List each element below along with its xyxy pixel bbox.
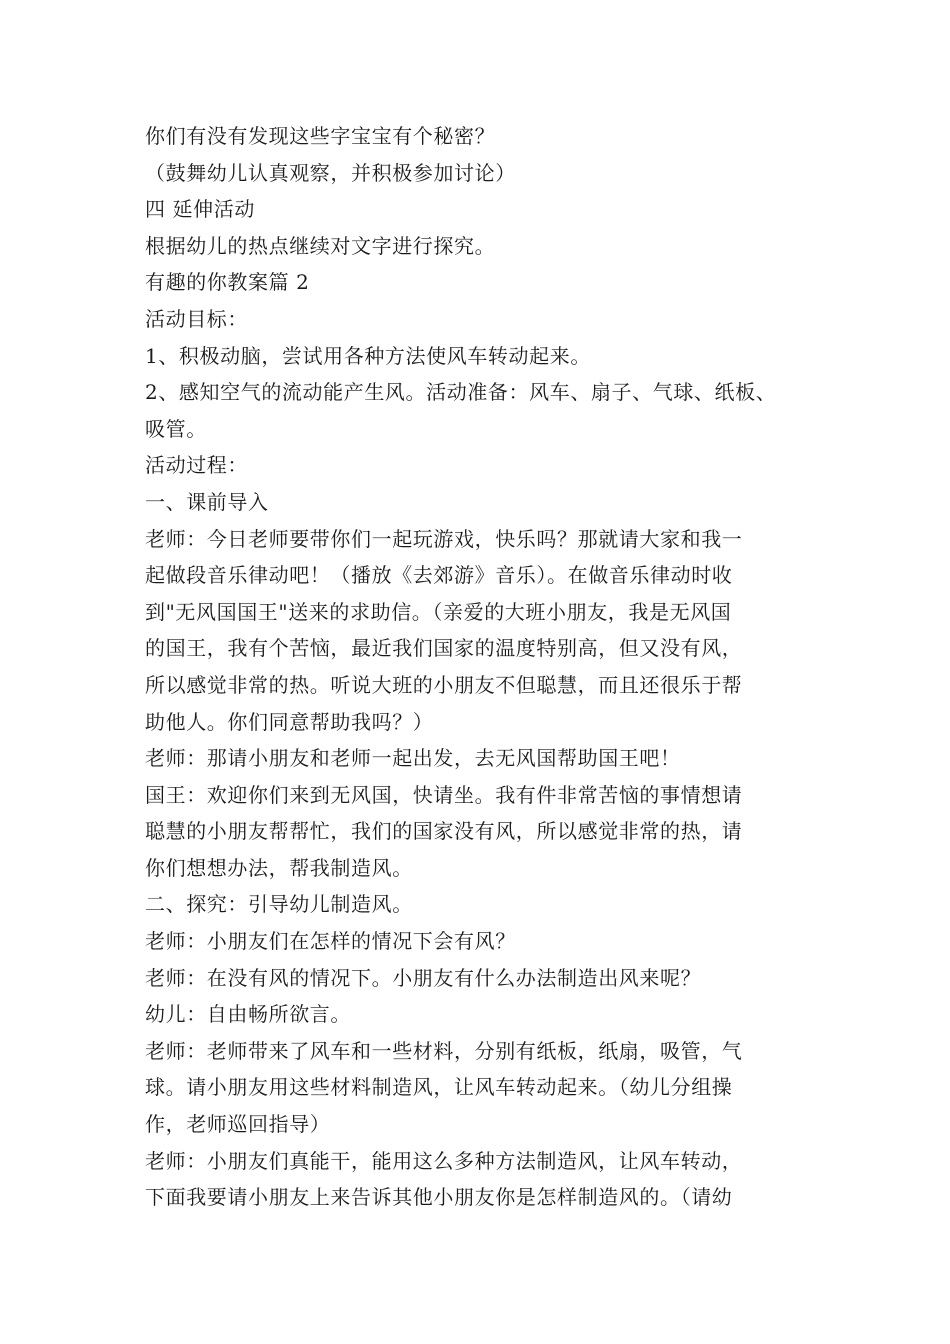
paragraph-line: 老师：那请小朋友和老师一起出发，去无风国帮助国王吧！ [145,746,681,771]
section-heading: 四 延伸活动 [145,197,255,222]
paragraph-line: （鼓舞幼儿认真观察，并积极参加讨论） [145,160,516,185]
section-heading: 活动目标： [145,306,248,331]
paragraph-line: 幼儿：自由畅所欲言。 [145,1002,351,1027]
paragraph-line: 老师：在没有风的情况下。小朋友有什么办法制造出风来呢？ [145,965,702,990]
paragraph-line: 国王：欢迎你们来到无风国，快请坐。我有件非常苦恼的事情想请 [145,782,743,807]
paragraph-line: 你们想想办法，帮我制造风。 [145,855,413,880]
paragraph-line: 所以感觉非常的热。听说大班的小朋友不但聪慧，而且还很乐于帮 [145,672,743,697]
paragraph-line: 到"无风国国王"送来的求助信。（亲爱的大班小朋友，我是无风国 [145,599,732,624]
paragraph-line: 助他人。你们同意帮助我吗？） [145,709,434,734]
paragraph-line: 老师：老师带来了风车和一些材料，分别有纸板，纸扇，吸管，气 [145,1038,743,1063]
lesson-title: 有趣的你教案篇 2 [145,270,310,295]
paragraph-line: 老师：今日老师要带你们一起玩游戏，快乐吗？那就请大家和我一 [145,526,743,551]
paragraph-line: 你们有没有发现这些字宝宝有个秘密？ [145,124,496,148]
paragraph-line: 作，老师巡回指导） [145,1112,331,1137]
paragraph-line: 下面我要请小朋友上来告诉其他小朋友你是怎样制造风的。（请幼 [145,1185,733,1210]
paragraph-line: 起做段音乐律动吧！（播放《去郊游》音乐）。在做音乐律动时收 [145,563,733,588]
paragraph-line: 的国王，我有个苦恼，最近我们国家的温度特别高，但又没有风， [145,636,743,661]
list-item: 2、感知空气的流动能产生风。活动准备：风车、扇子、气球、纸板、 [145,380,777,405]
paragraph-line: 聪慧的小朋友帮帮忙，我们的国家没有风，所以感觉非常的热，请 [145,819,743,844]
paragraph-line: 球。请小朋友用这些材料制造风，让风车转动起来。（幼儿分组操 [145,1075,733,1100]
document-body [145,118,835,1216]
paragraph-line: 吸管。 [145,416,207,441]
paragraph-line: 根据幼儿的热点继续对文字进行探究。 [145,233,496,258]
section-heading: 活动过程： [145,453,248,478]
paragraph-line: 老师：小朋友们在怎样的情况下会有风？ [145,929,516,954]
paragraph-line: 老师：小朋友们真能干，能用这么多种方法制造风，让风车转动， [145,1148,743,1173]
list-item: 1、积极动脑，尝试用各种方法使风车转动起来。 [145,343,591,368]
section-heading: 二、探究：引导幼儿制造风。 [145,892,413,917]
section-heading: 一、课前导入 [145,489,269,514]
